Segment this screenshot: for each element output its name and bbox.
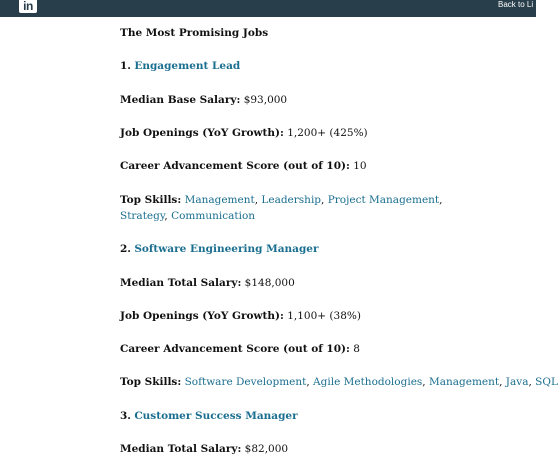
skills-label: Top Skills: — [120, 194, 182, 206]
salary-value: $82,000 — [244, 443, 289, 455]
job-number: 3. — [120, 410, 131, 422]
openings-row — [120, 309, 361, 323]
skill-link[interactable]: Management — [428, 376, 500, 388]
job-heading — [120, 409, 298, 423]
skill-link[interactable]: Management — [184, 194, 255, 206]
salary-row — [120, 93, 287, 107]
openings-row — [120, 126, 368, 140]
salary-label: Median Base Salary: — [120, 94, 241, 106]
skill-link[interactable]: Agile Methodologies — [313, 376, 423, 388]
salary-row — [120, 442, 288, 456]
openings-value: 1,200+ (425%) — [287, 127, 368, 139]
openings-label: Job Openings (YoY Growth): — [120, 310, 284, 322]
job-number: 1. — [120, 60, 131, 72]
openings-value: 1,100+ (38%) — [287, 310, 361, 322]
job-title-link[interactable]: Software Engineering Manager — [134, 243, 319, 255]
score-value: 10 — [353, 160, 367, 172]
job-heading — [120, 242, 319, 256]
job-title-link[interactable]: Customer Success Manager — [134, 410, 298, 422]
back-to-linkedin-link[interactable]: Back to Li — [498, 0, 534, 9]
score-label: Career Advancement Score (out of 10): — [120, 343, 350, 355]
top-navigation-bar — [0, 0, 536, 17]
skills-row: Top Skills: Software Development, Agile Methodologies, Management, Java, SQL — [120, 376, 558, 388]
salary-label: Median Total Salary: — [120, 277, 242, 289]
salary-row — [120, 276, 295, 290]
skills-row: Top Skills: Management, Leadership, Project Management, Strategy, Communication — [120, 194, 443, 222]
salary-value: $148,000 — [244, 277, 295, 289]
openings-label: Job Openings (YoY Growth): — [120, 127, 284, 139]
skill-link[interactable]: Communication — [171, 210, 256, 222]
skill-link[interactable]: Java — [505, 376, 529, 388]
skill-link[interactable]: Software Development — [184, 376, 307, 388]
score-value: 8 — [353, 343, 360, 355]
salary-value: $93,000 — [243, 94, 288, 106]
salary-label: Median Total Salary: — [120, 443, 242, 455]
skill-link[interactable]: Leadership — [261, 194, 322, 206]
job-number: 2. — [120, 243, 131, 255]
score-label: Career Advancement Score (out of 10): — [120, 160, 350, 172]
skill-link[interactable]: Project Management — [327, 194, 440, 206]
skills-label: Top Skills: — [120, 376, 182, 388]
job-heading — [120, 59, 240, 73]
section-title: The Most Promising Jobs — [120, 27, 269, 39]
job-title-link[interactable]: Engagement Lead — [134, 60, 241, 72]
linkedin-logo-icon[interactable]: in — [19, 0, 37, 13]
skill-link[interactable]: SQL — [535, 376, 558, 388]
skill-link[interactable]: Strategy — [120, 210, 165, 222]
score-row — [120, 159, 367, 173]
score-row — [120, 342, 360, 356]
